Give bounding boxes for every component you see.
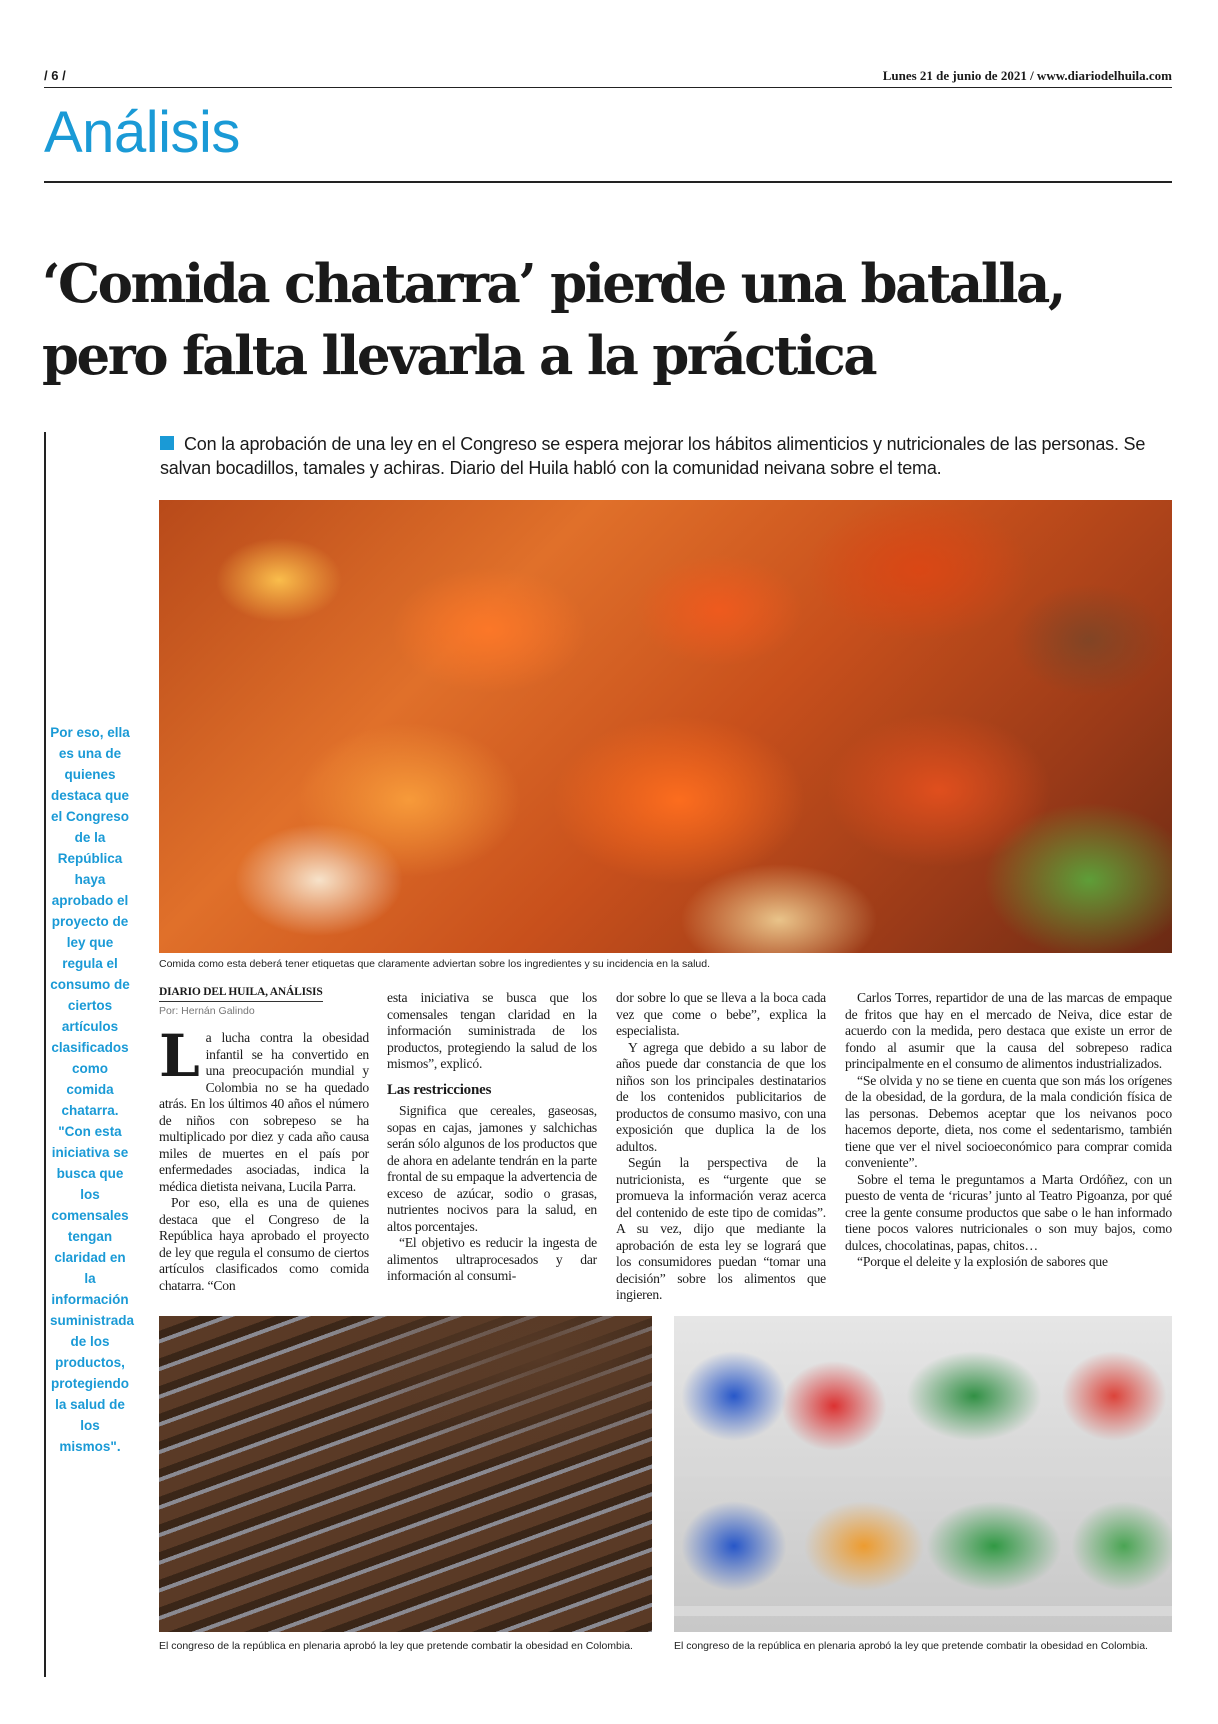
column-paragraph: “Se olvida y no se tiene en cuenta que son más los orígenes de la obesidad, de la gordura, de la mala condición física de las personas. Debemos aceptar que los neivanos poco hacemos deporte, dieta, nos come el sedentarismo, también tiene que ver el nivel socioeconómico para comprar comida conveniente”. <box>845 1072 1172 1170</box>
headline <box>42 248 1182 392</box>
page-number: / 6 / <box>44 68 66 83</box>
congress-photo-caption: El congreso de la república en plenaria aprobó la ley que pretende combatir la obesidad en Colombia. <box>159 1640 633 1652</box>
square-bullet-icon <box>160 436 174 450</box>
article-column-3 <box>616 990 826 1304</box>
subheading: Las restricciones <box>387 1081 492 1098</box>
article-lead <box>160 432 1172 480</box>
column-paragraph: dor sobre lo que se lleva a la boca cada vez que come o bebe”, explica la especialista. <box>616 990 826 1038</box>
column-paragraph: “El objetivo es reducir la ingesta de alimentos ultraprocesados y dar información al consumi- <box>387 1235 597 1283</box>
congress-photo <box>159 1316 652 1632</box>
store-photo-caption: El congreso de la república en plenaria aprobó la ley que pretende combatir la obesidad en Colombia. <box>674 1640 1148 1652</box>
article-column-1 <box>159 1022 369 1294</box>
store-shelf-photo <box>674 1316 1172 1632</box>
article-column-2 <box>387 990 597 1285</box>
column-paragraph: “Porque el deleite y la explosión de sabores que <box>857 1254 1108 1269</box>
page-header <box>44 68 1172 88</box>
column-paragraph: Y agrega que debido a su labor de años puede dar constancia de que los niños son los principales destinatarios de los contenidos publicitarios de productos de consumo masivo, con una exposición que duplica la de los adultos. <box>616 1039 826 1154</box>
junk-food-photo <box>159 500 1172 953</box>
section-divider <box>44 181 1172 183</box>
column-paragraph: Carlos Torres, repartidor de una de las marcas de empaque de fritos que hay en el mercado de Neiva, dice estar de acuerdo con la medida, pero destaca que existe un error de fondo al asumir que la causa del sobrepeso radica principalmente en el consumo de alimentos industrializados. <box>845 990 1172 1071</box>
pull-quote: Por eso, ella es una de quienes destaca que el Congreso de la República haya aprobado el proyecto de ley que regula el consumo de ciertos artículos clasificados como comida chatarra. "Con esta iniciativa se busca que los comensales tengan claridad en la información suministrada de los productos, protegiendo la salud de los mismos". <box>50 725 135 1454</box>
column-paragraph: Significa que cereales, gaseosas, sopas en cajas, jamones y salchichas serán sólo algunos de los productos que de ahora en adelante tendrán en la parte frontal de su empaque la advertencia de exceso de azúcar, sodio o grasas, nutrientes nocivos para la salud, en altos porcentajes. <box>387 1103 597 1234</box>
column-paragraph: Según la perspectiva de la nutricionista, es “urgente que se promueva la información veraz acerca del contenido de este tipo de comidas”. A su vez, dijo que mediante la aprobación de esta ley se logrará que los consumidores puedan “tomar una decisión” sobre los alimentos que ingieren. <box>616 1155 826 1302</box>
section-title: Análisis <box>44 100 240 165</box>
column-paragraph: esta iniciativa se busca que los comensales tengan claridad en la información suministrada de los productos, protegiendo la salud de los mismos”, explicó. <box>387 990 597 1071</box>
article-column-4 <box>845 990 1172 1271</box>
headline-line-1: ‘Comida chatarra’ pierde una batalla, <box>42 253 1064 315</box>
byline <box>159 982 369 1017</box>
byline-author: Por: Hernán Galindo <box>159 1005 255 1017</box>
paragraph-text: a lucha contra la obesidad infantil se ha convertido en una preocupación mundial y Colombia no se ha quedado atrás. En los últimos 40 años el número de niños con sobrepeso se ha multiplicado por diez y cada año causa miles de muertes en el país por enfermedades asociadas, indica la médica dietista neivana, Lucila Parra. <box>159 1030 369 1194</box>
headline-line-2: pero falta llevarla a la práctica <box>42 325 876 387</box>
sidebar-divider <box>44 432 46 1677</box>
column-paragraph: Sobre el tema le preguntamos a Marta Ordóñez, con un puesto de venta de ‘ricuras’ junto al Teatro Pigoanza, por qué cree la gente consume productos que sabe o le han informado tiene pocos valores nutricionales o son muy bajos, como dulces, chocolatinas, papas, chitos… <box>845 1171 1172 1253</box>
main-photo-caption: Comida como esta deberá tener etiquetas que claramente adviertan sobre los ingredientes y su incidencia en la salud. <box>159 958 710 970</box>
drop-cap: L <box>159 1022 200 1090</box>
column-paragraph <box>159 1022 369 1195</box>
byline-source: DIARIO DEL HUILA, ANÁLISIS <box>159 986 323 1002</box>
column-paragraph: Por eso, ella es una de quienes destaca que el Congreso de la República haya aprobado el proyecto de ley que regula el consumo de ciertos artículos clasificados como comida chatarra. “Con <box>159 1195 369 1293</box>
dateline: Lunes 21 de junio de 2021 / www.diariodelhuila.com <box>882 68 1172 83</box>
lead-text: Con la aprobación de una ley en el Congreso se espera mejorar los hábitos alimenticios y nutricionales de las personas. Se salvan bocadillos, tamales y achiras. Diario del Huila habló con la comunidad neivana sobre el tema. <box>160 434 1146 478</box>
